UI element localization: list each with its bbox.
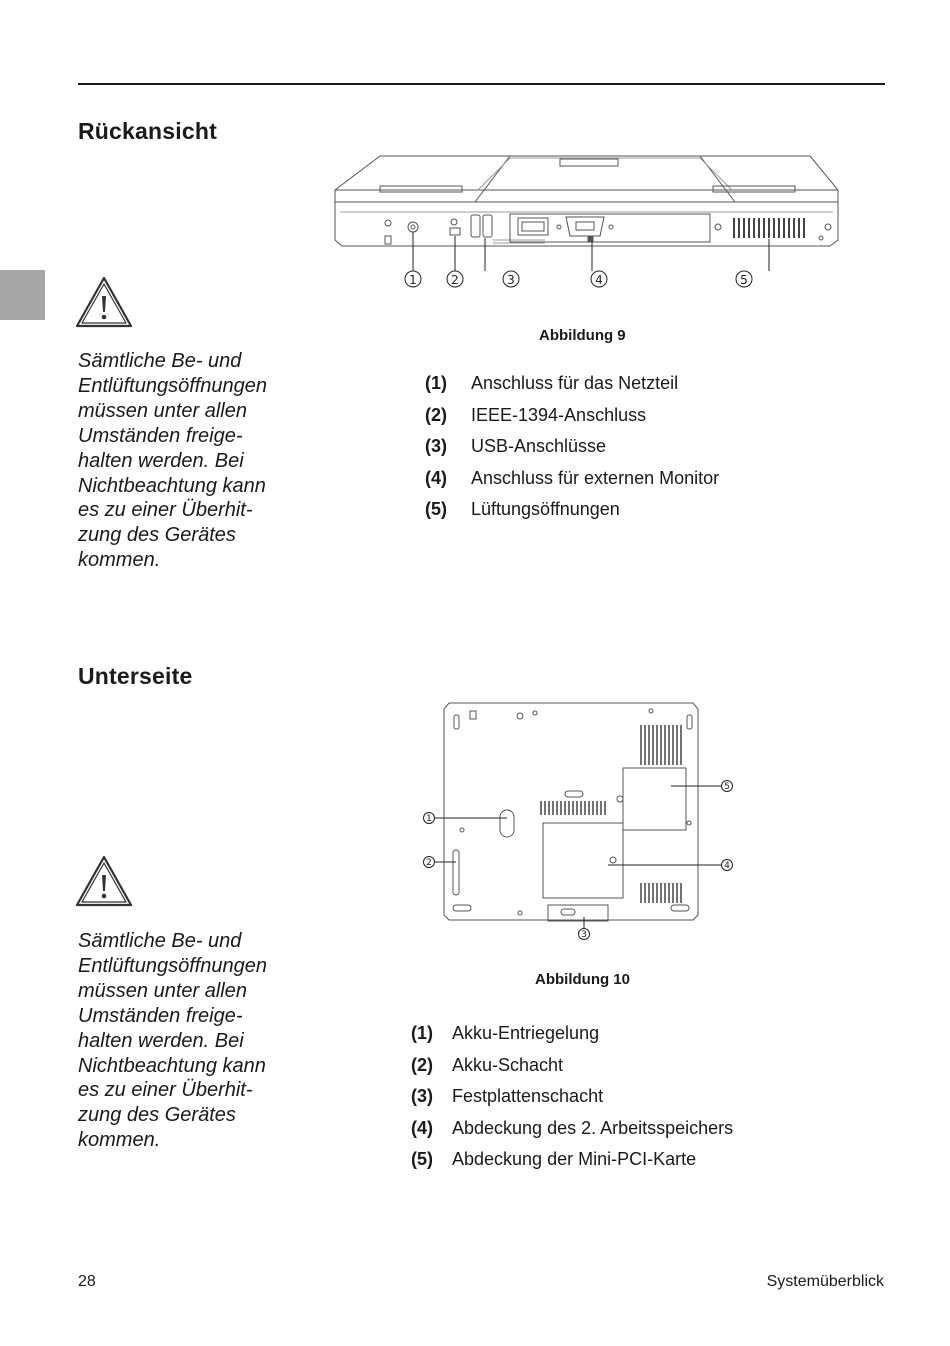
callout-4: 4 bbox=[724, 861, 730, 871]
callout-1: 1 bbox=[426, 814, 432, 824]
legend-item: (4) Anschluss für externen Monitor bbox=[425, 467, 720, 488]
callout-3: 3 bbox=[507, 273, 515, 287]
footer-section-title: Systemüberblick bbox=[766, 1273, 884, 1290]
callout-2: 2 bbox=[451, 273, 459, 287]
legend-item: (2) Akku-Schacht bbox=[411, 1054, 564, 1075]
callout-3: 3 bbox=[581, 930, 587, 940]
callout-1: 1 bbox=[409, 273, 417, 287]
legend-item: (2) IEEE-1394-Anschluss bbox=[425, 404, 647, 425]
legend-item: (5) Lüftungsöffnungen bbox=[425, 499, 620, 520]
legend-item: (3) Festplattenschacht bbox=[411, 1086, 604, 1107]
laptop-bottom-view-figure bbox=[415, 695, 745, 945]
legend-item: (5) Abdeckung der Mini-PCI-Karte bbox=[411, 1149, 697, 1170]
callout-5: 5 bbox=[724, 782, 730, 792]
legend-item: (1) Akku-Entriegelung bbox=[411, 1023, 600, 1043]
figure-caption: Abbildung 9 bbox=[539, 327, 626, 344]
callout-4: 4 bbox=[595, 273, 603, 287]
legend-item: (3) USB-Anschlüsse bbox=[425, 436, 607, 457]
section-heading-rear-view: Rückansicht bbox=[78, 118, 217, 144]
callout-2: 2 bbox=[426, 858, 432, 868]
warning-text: Sämtliche Be- und Entlüftungsöffnungen müssen unter allen Umständen freige- halten werden. Bei Nichtbeachtung kann es zu einer Überhit- zung des Gerätes kommen. bbox=[78, 350, 268, 572]
legend-list bbox=[425, 373, 719, 531]
legend-item: (1) Anschluss für das Netzteil bbox=[425, 373, 679, 393]
section-heading-bottom-view: Unterseite bbox=[78, 663, 193, 689]
page-number: 28 bbox=[78, 1273, 96, 1290]
legend-list bbox=[411, 1023, 733, 1181]
figure-caption: Abbildung 10 bbox=[535, 971, 630, 988]
warning-text: Sämtliche Be- und Entlüftungsöffnungen müssen unter allen Umständen freige- halten werden. Bei Nichtbeachtung kann es zu einer Überhit- zung des Gerätes kommen. bbox=[78, 930, 268, 1152]
warning-triangle-icon bbox=[75, 276, 133, 328]
callout-5: 5 bbox=[740, 273, 748, 287]
chapter-tab-marker bbox=[0, 270, 45, 320]
legend-item: (4) Abdeckung des 2. Arbeitsspeichers bbox=[411, 1117, 734, 1138]
laptop-rear-view-figure bbox=[330, 150, 850, 295]
header-rule bbox=[78, 83, 885, 85]
warning-triangle-icon bbox=[75, 855, 133, 907]
